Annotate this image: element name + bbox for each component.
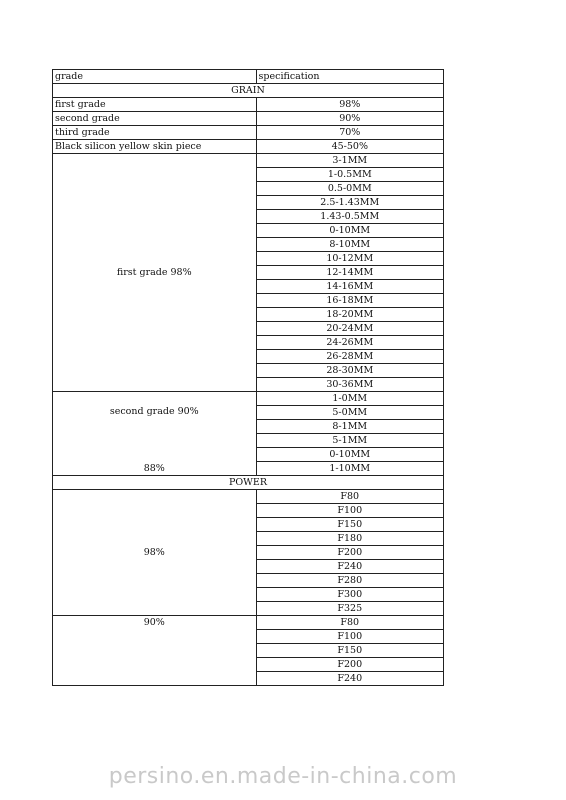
size-cell: 30-36MM <box>256 378 443 392</box>
size-cell: 0-10MM <box>256 224 443 238</box>
size-cell: 12-14MM <box>256 266 443 280</box>
size-cell: 24-26MM <box>256 336 443 350</box>
size-cell: 5-1MM <box>256 434 443 448</box>
table-row <box>53 154 444 168</box>
watermark: persino.en.made-in-china.com <box>108 764 458 789</box>
size-cell: F200 <box>256 658 443 672</box>
size-cell: F180 <box>256 532 443 546</box>
size-cell: 26-28MM <box>256 350 443 364</box>
table-row <box>53 112 444 126</box>
power-title: POWER <box>53 476 444 490</box>
grade-cell: first grade <box>53 98 257 112</box>
size-cell: F150 <box>256 518 443 532</box>
grain-section-row <box>53 84 444 98</box>
size-cell: 1-0MM <box>256 392 443 406</box>
size-cell: F280 <box>256 574 443 588</box>
size-cell: 1-10MM <box>256 462 443 476</box>
size-cell: 20-24MM <box>256 322 443 336</box>
specification-table <box>52 69 444 686</box>
header-specification: specification <box>256 70 443 84</box>
power-group-label: 90% <box>53 616 257 686</box>
table-row <box>53 616 444 630</box>
size-cell: 1.43-0.5MM <box>256 210 443 224</box>
size-cell: F300 <box>256 588 443 602</box>
second-grade-label: second grade 90% <box>109 406 199 417</box>
size-cell: 5-0MM <box>256 406 443 420</box>
size-cell: F240 <box>256 560 443 574</box>
size-cell: 8-10MM <box>256 238 443 252</box>
header-row <box>53 70 444 84</box>
size-cell: 14-16MM <box>256 280 443 294</box>
size-cell: 28-30MM <box>256 364 443 378</box>
header-grade: grade <box>53 70 257 84</box>
second-grade-cell <box>53 392 257 476</box>
size-cell: F150 <box>256 644 443 658</box>
size-cell: 16-18MM <box>256 294 443 308</box>
size-cell: F200 <box>256 546 443 560</box>
size-cell: 1-0.5MM <box>256 168 443 182</box>
second-grade-sub-label: 88% <box>143 463 165 474</box>
size-cell: F240 <box>256 672 443 686</box>
size-cell: 8-1MM <box>256 420 443 434</box>
size-cell: 18-20MM <box>256 308 443 322</box>
size-cell: 0-10MM <box>256 448 443 462</box>
size-cell: F100 <box>256 630 443 644</box>
size-cell: F80 <box>256 616 443 630</box>
grain-title: GRAIN <box>53 84 444 98</box>
table-row <box>53 392 444 406</box>
table-row <box>53 126 444 140</box>
table-row <box>53 490 444 504</box>
size-cell: F100 <box>256 504 443 518</box>
size-cell: 0.5-0MM <box>256 182 443 196</box>
spec-cell: 70% <box>256 126 443 140</box>
power-section-row <box>53 476 444 490</box>
table-row <box>53 98 444 112</box>
grade-cell: second grade <box>53 112 257 126</box>
size-cell: 3-1MM <box>256 154 443 168</box>
grade-cell: third grade <box>53 126 257 140</box>
first-grade-label: first grade 98% <box>53 154 257 392</box>
table-row <box>53 140 444 154</box>
size-cell: F325 <box>256 602 443 616</box>
size-cell: F80 <box>256 490 443 504</box>
spec-cell: 90% <box>256 112 443 126</box>
grade-cell: Black silicon yellow skin piece <box>53 140 257 154</box>
spec-cell: 45-50% <box>256 140 443 154</box>
size-cell: 10-12MM <box>256 252 443 266</box>
power-group-label: 98% <box>53 490 257 616</box>
spec-cell: 98% <box>256 98 443 112</box>
size-cell: 2.5-1.43MM <box>256 196 443 210</box>
